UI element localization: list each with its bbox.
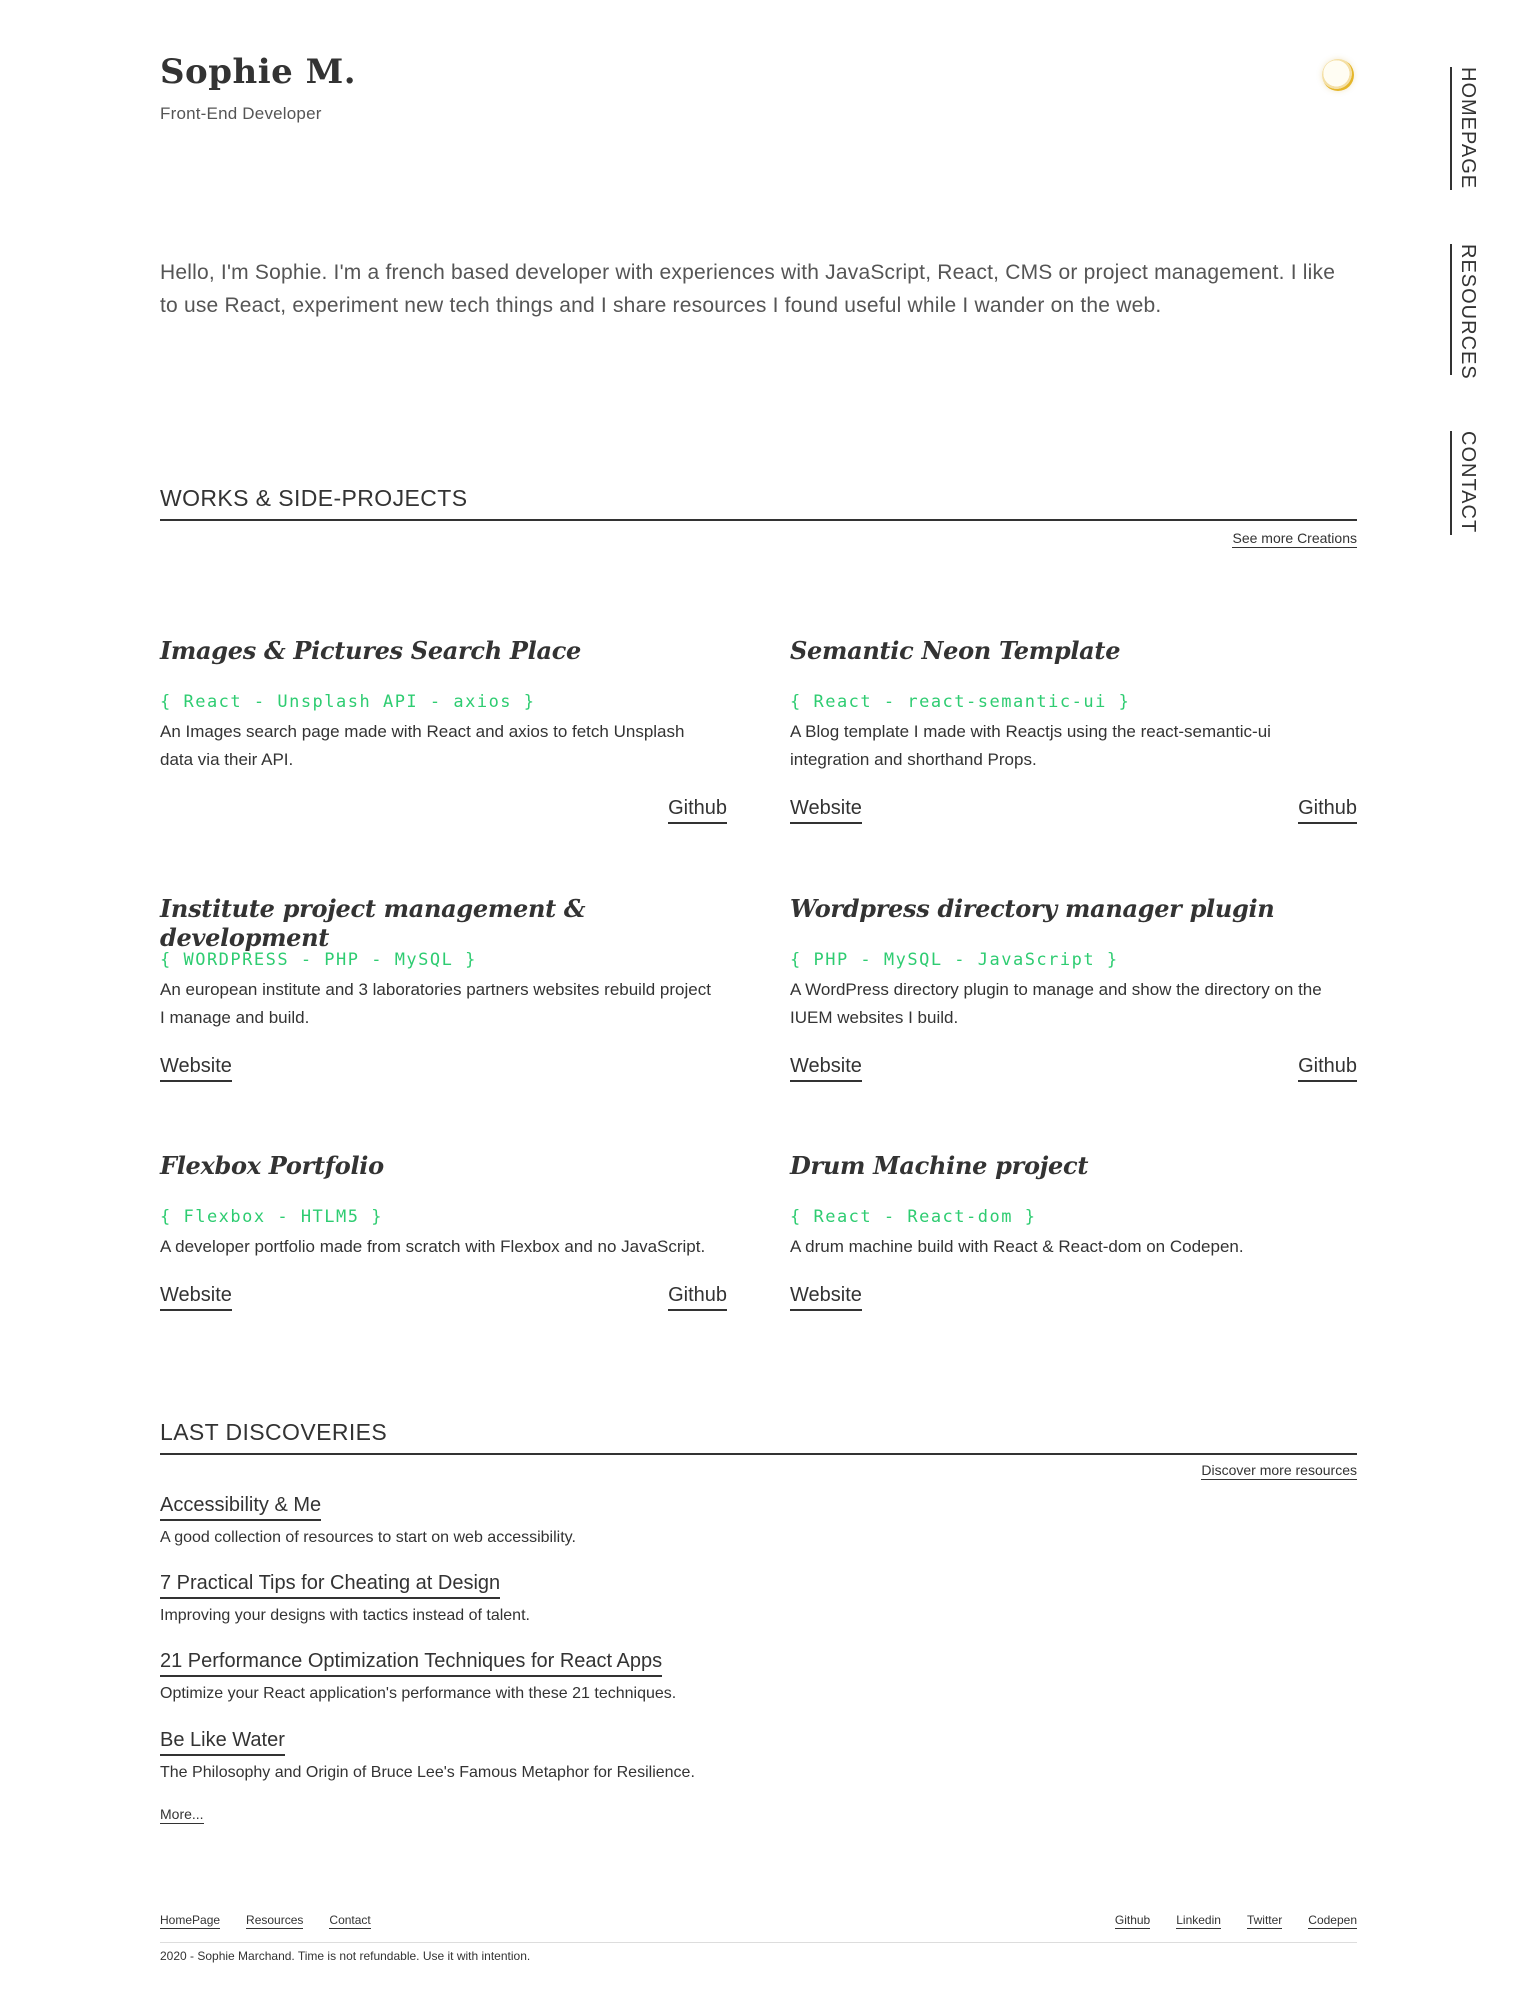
discovery-description: A good collection of resources to start on web accessibility. (160, 1529, 576, 1546)
project-card (160, 636, 727, 846)
project-title: Wordpress directory manager plugin (790, 894, 1275, 923)
project-title: Institute project management & development (160, 894, 586, 952)
project-website-link[interactable]: Website (790, 1284, 862, 1311)
footer-copyright: 2020 - Sophie Marchand. Time is not refundable. Use it with intention. (160, 1949, 531, 1963)
project-title: Semantic Neon Template (790, 636, 1121, 665)
project-tags: { React - Unsplash API - axios } (160, 692, 536, 712)
footer-homepage-link[interactable]: HomePage (160, 1913, 221, 1927)
project-github-link[interactable]: Github (1298, 1055, 1357, 1082)
discovery-description: Optimize your React application's performance with these 21 techniques. (160, 1685, 677, 1702)
discovery-description: Improving your designs with tactics instead of talent. (160, 1607, 530, 1624)
footer-nav (160, 1913, 371, 1929)
footer-github-link[interactable]: Github (1114, 1913, 1151, 1927)
discoveries-section-title: LAST DISCOVERIES (160, 1419, 1357, 1455)
discovery-description: The Philosophy and Origin of Bruce Lee's Famous Metaphor for Resilience. (160, 1764, 695, 1781)
footer-divider (160, 1942, 1357, 1943)
side-nav-label: HOMEPAGE (1457, 67, 1479, 190)
project-description: A drum machine build with React & React-dom on Codepen. (790, 1237, 1244, 1256)
project-description: A Blog template I made with Reactjs using the react-semantic-ui integration and shorthand Props. (790, 722, 1271, 769)
project-card (160, 1151, 727, 1361)
discovery-item (160, 1650, 1060, 1703)
project-title: Drum Machine project (790, 1151, 1089, 1180)
works-section-title: WORKS & SIDE-PROJECTS (160, 485, 1357, 521)
project-website-link[interactable]: Website (790, 1055, 862, 1082)
footer-contact-link[interactable]: Contact (329, 1913, 371, 1927)
footer-resources-link[interactable]: Resources (246, 1913, 304, 1927)
more-discoveries-link[interactable]: More... (160, 1806, 204, 1822)
side-nav-homepage[interactable] (1450, 67, 1478, 190)
site-subtitle: Front-End Developer (160, 104, 322, 123)
project-github-link[interactable]: Github (1298, 797, 1357, 824)
project-tags: { React - react-semantic-ui } (790, 692, 1131, 712)
footer-twitter-link[interactable]: Twitter (1246, 1913, 1283, 1927)
project-tags: { React - React-dom } (790, 1207, 1037, 1227)
project-card (790, 1151, 1357, 1361)
project-github-link[interactable]: Github (668, 1284, 727, 1311)
discover-more-resources-link[interactable]: Discover more resources (1201, 1462, 1357, 1478)
discovery-title-link[interactable]: 21 Performance Optimization Techniques for React Apps (160, 1650, 662, 1677)
project-tags: { PHP - MySQL - JavaScript } (790, 950, 1119, 970)
side-nav-contact[interactable] (1450, 431, 1478, 535)
project-description: An Images search page made with React and axios to fetch Unsplash data via their API. (160, 722, 685, 769)
project-website-link[interactable]: Website (790, 797, 862, 824)
project-tags: { WORDPRESS - PHP - MySQL } (160, 950, 477, 970)
discovery-title-link[interactable]: 7 Practical Tips for Cheating at Design (160, 1572, 500, 1599)
project-card (790, 894, 1357, 1104)
discovery-title-link[interactable]: Be Like Water (160, 1729, 285, 1756)
footer-codepen-link[interactable]: Codepen (1308, 1913, 1357, 1927)
moon-icon[interactable] (1322, 59, 1354, 91)
project-card (790, 636, 1357, 846)
project-title: Flexbox Portfolio (160, 1151, 384, 1180)
project-github-link[interactable]: Github (668, 797, 727, 824)
discovery-item (160, 1729, 1060, 1782)
discovery-item (160, 1572, 1060, 1625)
side-nav-label: RESOURCES (1457, 244, 1479, 380)
footer-linkedin-link[interactable]: Linkedin (1176, 1913, 1221, 1927)
project-tags: { Flexbox - HTLM5 } (160, 1207, 383, 1227)
footer-social-links (1115, 1913, 1357, 1929)
project-description: An european institute and 3 laboratories partners websites rebuild project I manage and build. (160, 980, 711, 1027)
discovery-item (160, 1494, 1060, 1547)
project-website-link[interactable]: Website (160, 1055, 232, 1082)
side-nav-resources[interactable] (1450, 244, 1479, 380)
project-description: A developer portfolio made from scratch with Flexbox and no JavaScript. (160, 1237, 706, 1256)
discovery-title-link[interactable]: Accessibility & Me (160, 1494, 321, 1521)
see-more-creations-link[interactable]: See more Creations (1232, 530, 1357, 546)
project-description: A WordPress directory plugin to manage and show the directory on the IUEM websites I build. (790, 980, 1322, 1027)
site-title[interactable]: Sophie M. (160, 52, 357, 92)
project-title: Images & Pictures Search Place (160, 636, 582, 665)
project-card (160, 894, 727, 1104)
intro-text: Hello, I'm Sophie. I'm a french based developer with experiences with JavaScript, React, CMS or project management. I like to use React, experiment new tech things and I share resources I found useful while I wander on the web. (160, 261, 1336, 317)
project-website-link[interactable]: Website (160, 1284, 232, 1311)
side-nav-label: CONTACT (1457, 431, 1479, 534)
